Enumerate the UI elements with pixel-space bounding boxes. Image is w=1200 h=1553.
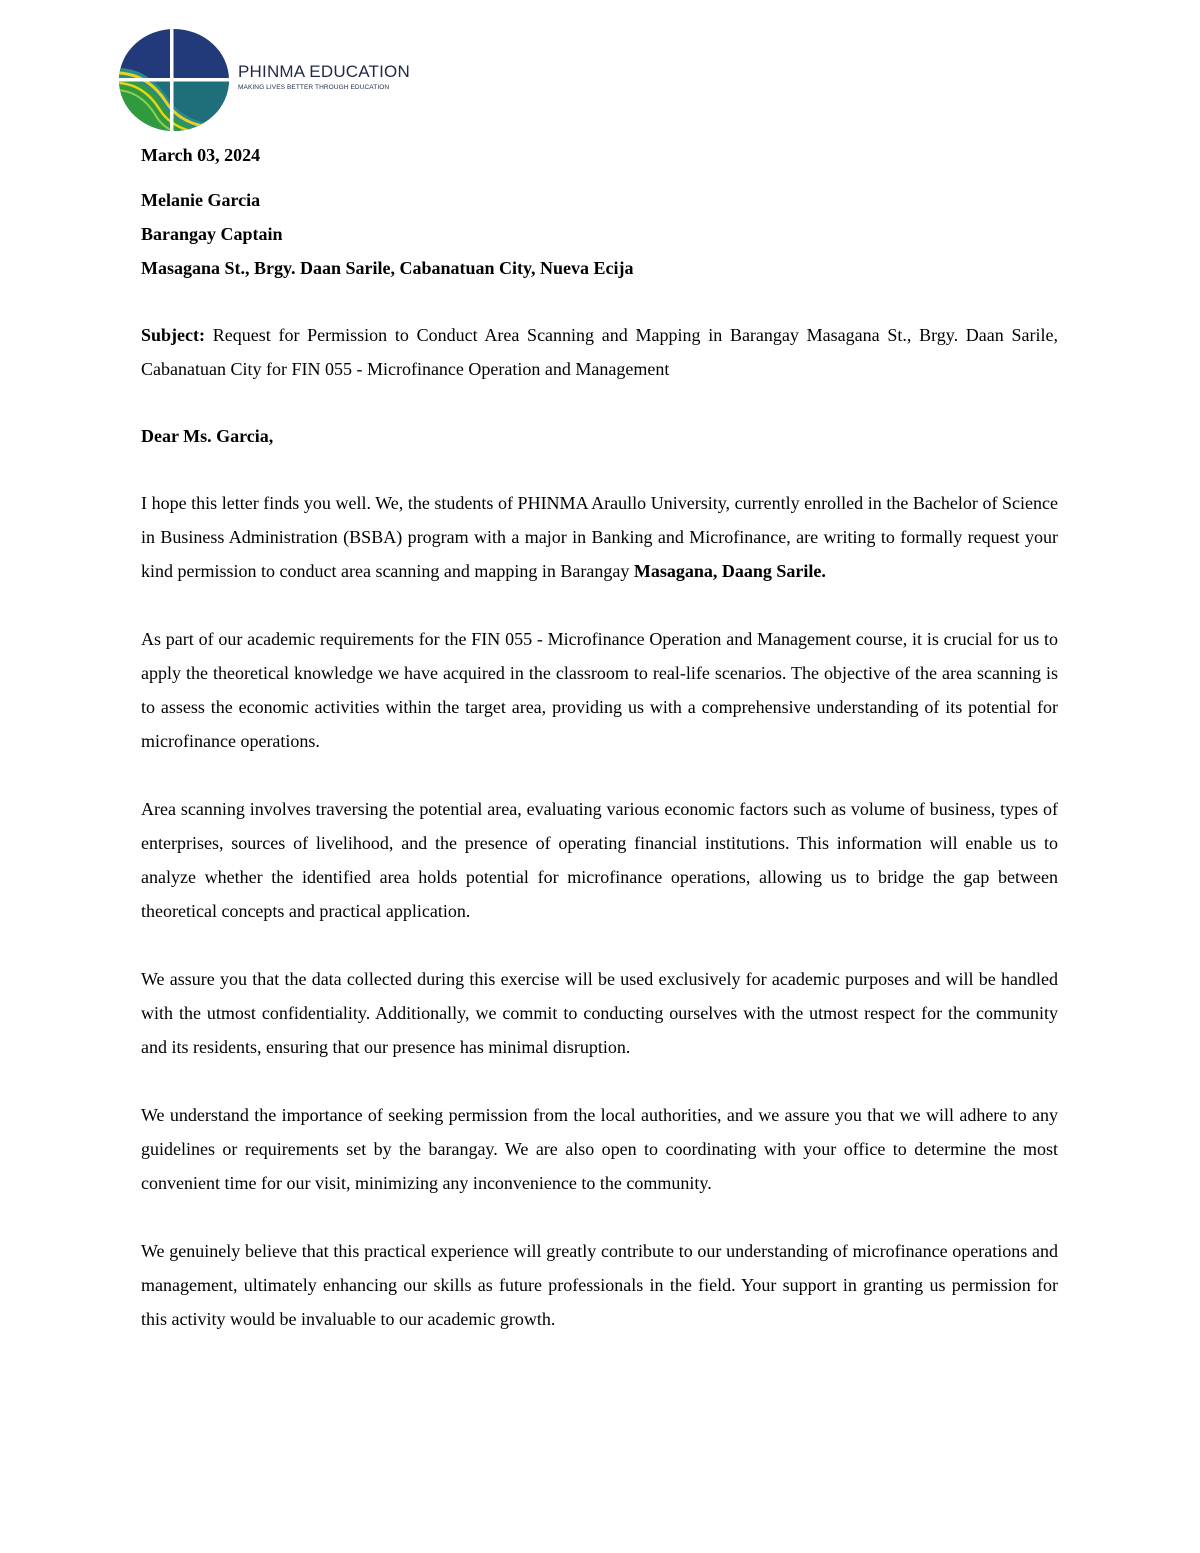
subject-line xyxy=(141,318,1058,386)
letter-date: March 03, 2024 xyxy=(141,145,261,165)
recipient-address: Masagana St., Brgy. Daan Sarile, Cabanatuan City, Nueva Ecija xyxy=(141,258,634,278)
paragraph-intro-emphasis: Masagana, Daang Sarile. xyxy=(633,561,826,581)
logo-wordmark: PHINMA EDUCATION xyxy=(238,62,410,81)
recipient-name: Melanie Garcia xyxy=(141,190,261,210)
paragraph-intro xyxy=(141,486,1058,588)
salutation: Dear Ms. Garcia, xyxy=(141,426,274,446)
paragraph-permission: We understand the importance of seeking permission from the local authorities, and we assure you that we will adhere to any guidelines or requirements set by the barangay. We are also open to coordinating with your office to determine the most convenient time for our visit, minimizing any inconvenience to the community. xyxy=(141,1105,1058,1193)
phinma-logo xyxy=(118,28,438,134)
subject-text: Request for Permission to Conduct Area Scanning and Mapping in Barangay Masagana St., Brgy. Daan Sarile, Cabanatuan City for FIN 055 - Microfinance Operation and Management xyxy=(141,325,1058,379)
paragraph-confidentiality: We assure you that the data collected during this exercise will be used exclusively for academic purposes and will be handled with the utmost confidentiality. Additionally, we commit to conducting ourselves with the utmost respect for the community and its residents, ensuring that our presence has minimal disruption. xyxy=(141,969,1058,1057)
letter-body xyxy=(141,138,1058,1370)
logo-tagline: MAKING LIVES BETTER THROUGH EDUCATION xyxy=(238,84,390,91)
subject-label: Subject: xyxy=(141,325,205,345)
recipient-block xyxy=(141,183,1058,285)
recipient-title: Barangay Captain xyxy=(141,224,283,244)
phinma-emblem-icon xyxy=(118,28,230,132)
paragraph-intro-text: I hope this letter finds you well. We, the students of PHINMA Araullo University, currently enrolled in the Bachelor of Science in Business Administration (BSBA) program with a major in Banking and Microfinance, are writing to formally request your kind permission to conduct area scanning and mapping in Barangay xyxy=(141,493,1058,581)
paragraph-requirements: As part of our academic requirements for the FIN 055 - Microfinance Operation and Management course, it is crucial for us to apply the theoretical knowledge we have acquired in the classroom to real-life scenarios. The objective of the area scanning is to assess the economic activities within the target area, providing us with a comprehensive understanding of its potential for microfinance operations. xyxy=(141,629,1058,751)
paragraph-closing: We genuinely believe that this practical experience will greatly contribute to our understanding of microfinance operations and management, ultimately enhancing our skills as future professionals in the field. Your support in granting us permission for this activity would be invaluable to our academic growth. xyxy=(141,1241,1058,1329)
paragraph-area-scanning: Area scanning involves traversing the potential area, evaluating various economic factors such as volume of business, types of enterprises, sources of livelihood, and the presence of operating financial institutions. This information will enable us to analyze whether the identified area holds potential for microfinance operations, allowing us to bridge the gap between theoretical concepts and practical application. xyxy=(141,799,1058,921)
